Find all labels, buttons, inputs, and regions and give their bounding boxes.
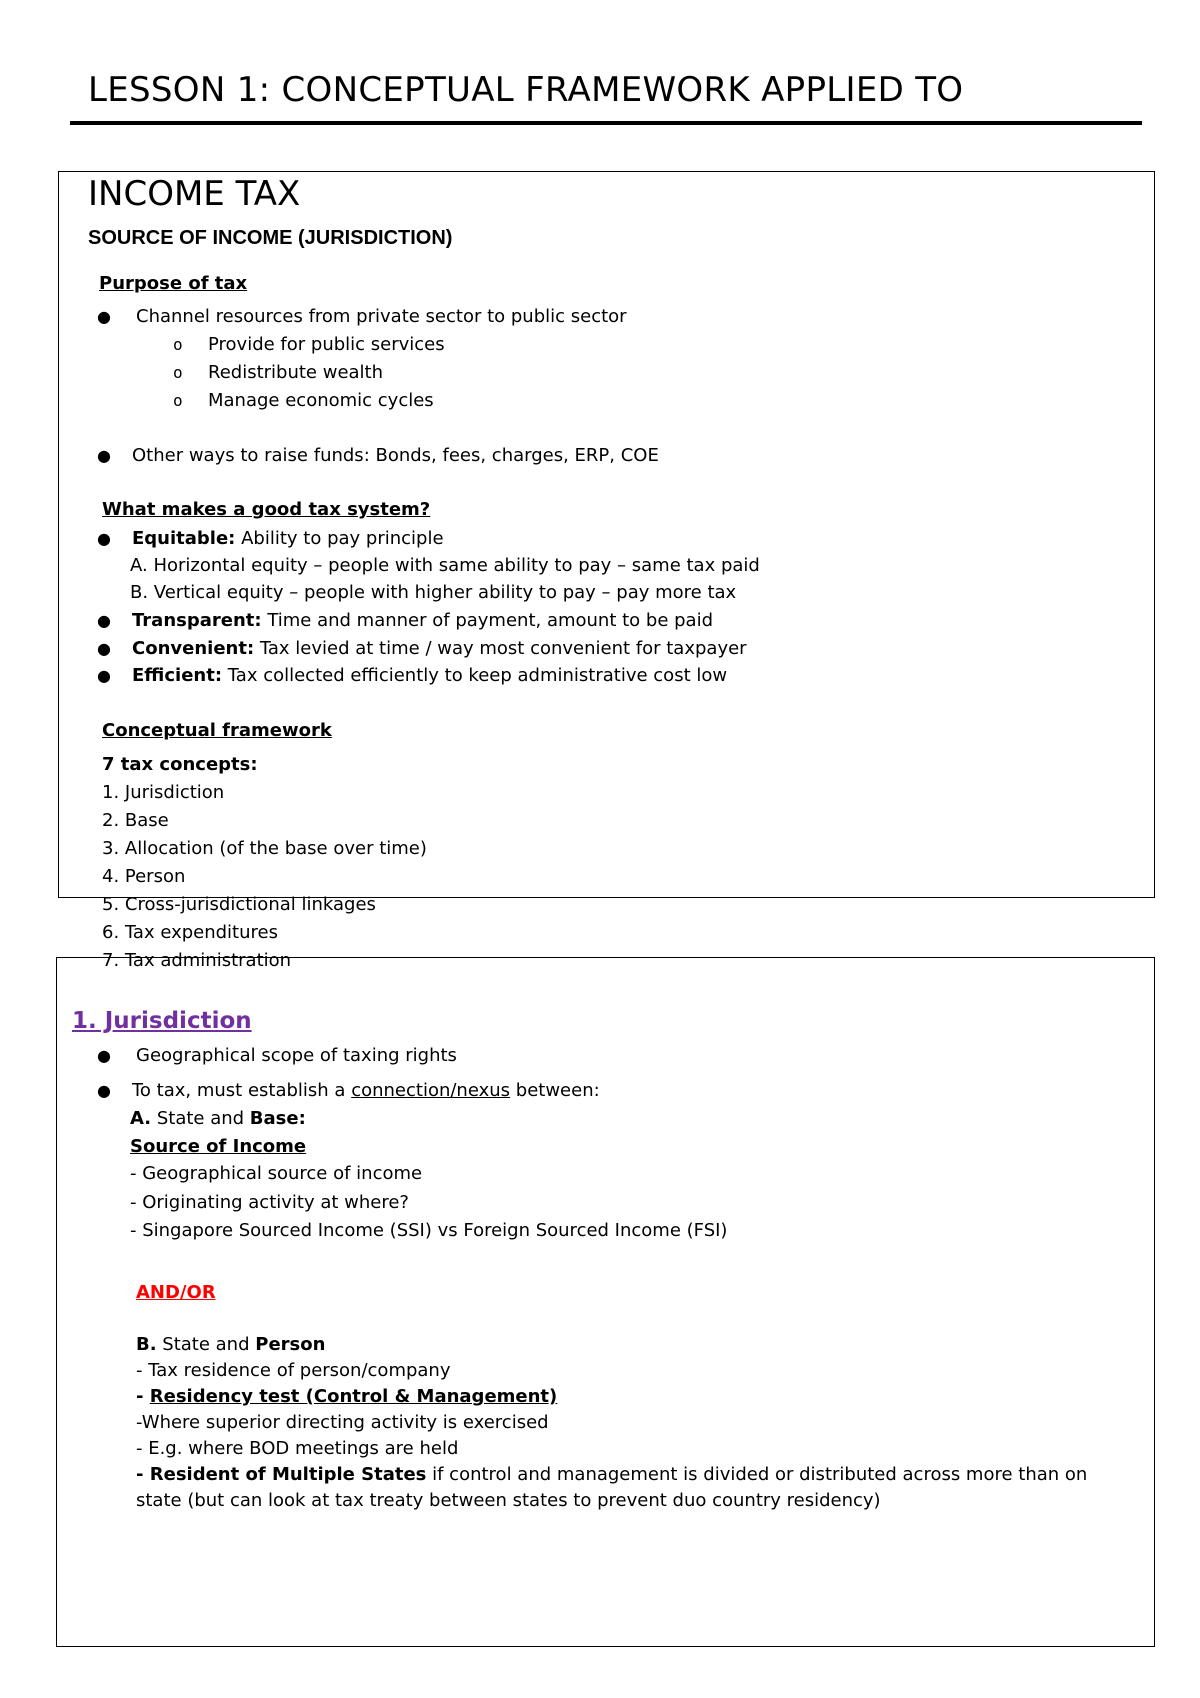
superior-line: -Where superior directing activity is exercised	[136, 1412, 549, 1433]
framework-title: Conceptual framework	[102, 720, 332, 741]
purpose-sub-item: Provide for public services	[208, 334, 445, 355]
purpose-bullet: Other ways to raise funds: Bonds, fees, charges, ERP, COE	[132, 445, 659, 466]
nexus-term: connection/nexus	[351, 1080, 511, 1101]
horizontal-equity: A. Horizontal equity – people with same ability to pay – same tax paid	[130, 555, 760, 576]
purpose-bullet: Channel resources from private sector to public sector	[136, 306, 627, 327]
equitable-label: Equitable:	[132, 528, 236, 549]
transparent-item	[132, 610, 713, 632]
efficient-item	[132, 665, 727, 687]
circle-bullet-icon: o	[173, 391, 183, 410]
source-line: - Geographical source of income	[130, 1163, 423, 1184]
bullet-icon: ●	[97, 666, 111, 685]
section-subheading: SOURCE OF INCOME (JURISDICTION)	[88, 227, 453, 249]
eg-line: - E.g. where BOD meetings are held	[136, 1438, 459, 1459]
nexus-bullet	[132, 1080, 600, 1102]
transparent-text: Time and manner of payment, amount to be paid	[261, 610, 714, 631]
b-text: State and	[156, 1334, 256, 1355]
jurisdiction-heading: 1. Jurisdiction	[72, 1008, 252, 1034]
multi-state-line	[136, 1464, 1087, 1486]
residency-test: Residency test (Control & Management)	[149, 1386, 558, 1407]
source-title: Source of Income	[130, 1136, 307, 1157]
concept-item: 5. Cross-jurisdictional linkages	[102, 894, 376, 915]
concepts-label: 7 tax concepts:	[102, 754, 258, 775]
efficient-text: Tax collected efficiently to keep administrative cost low	[222, 665, 728, 686]
b-person: Person	[255, 1334, 326, 1355]
bullet-icon: ●	[97, 1081, 111, 1100]
vertical-equity: B. Vertical equity – people with higher ability to pay – pay more tax	[130, 582, 737, 603]
equitable-text: Ability to pay principle	[235, 528, 444, 549]
residence-line: - Tax residence of person/company	[136, 1360, 451, 1381]
efficient-label: Efficient:	[132, 665, 223, 686]
a-base: Base:	[249, 1108, 306, 1129]
concept-item: 2. Base	[102, 810, 169, 831]
purpose-sub-item: Manage economic cycles	[208, 390, 434, 411]
purpose-sub-item: Redistribute wealth	[208, 362, 384, 383]
bullet-icon: ●	[97, 446, 111, 465]
purpose-title: Purpose of tax	[99, 273, 248, 294]
state-base-line	[130, 1108, 306, 1130]
concept-item: 1. Jurisdiction	[102, 782, 225, 803]
a-label: A.	[130, 1108, 152, 1129]
bullet-icon: ●	[97, 611, 111, 630]
good-tax-title: What makes a good tax system?	[102, 499, 431, 520]
state-person-line	[136, 1334, 325, 1356]
circle-bullet-icon: o	[173, 335, 183, 354]
page-title: LESSON 1: CONCEPTUAL FRAMEWORK APPLIED TO	[88, 70, 964, 110]
residency-test-line	[136, 1386, 557, 1408]
multi-state-line-2: state (but can look at tax treaty between states to prevent duo country residency)	[136, 1490, 881, 1511]
multi-label: Resident of Multiple States	[149, 1464, 427, 1485]
source-line: - Singapore Sourced Income (SSI) vs Foreign Sourced Income (FSI)	[130, 1220, 728, 1241]
source-line: - Originating activity at where?	[130, 1192, 409, 1213]
convenient-text: Tax levied at time / way most convenient for taxpayer	[254, 638, 747, 659]
concept-item: 3. Allocation (of the base over time)	[102, 838, 427, 859]
b-label: B.	[136, 1334, 157, 1355]
equitable-item	[132, 528, 444, 550]
multi-text: if control and management is divided or distributed across more than on	[426, 1464, 1088, 1485]
circle-bullet-icon: o	[173, 363, 183, 382]
concept-item: 6. Tax expenditures	[102, 922, 278, 943]
section-heading: INCOME TAX	[88, 174, 301, 214]
convenient-item	[132, 638, 747, 660]
nexus-post: between:	[510, 1080, 600, 1101]
jurisdiction-bullet: Geographical scope of taxing rights	[136, 1045, 457, 1066]
concept-item: 4. Person	[102, 866, 186, 887]
andor-label: AND/OR	[136, 1282, 216, 1303]
bullet-icon: ●	[97, 1046, 111, 1065]
title-rule	[70, 121, 1142, 125]
transparent-label: Transparent:	[132, 610, 262, 631]
convenient-label: Convenient:	[132, 638, 255, 659]
residency-dash: -	[136, 1386, 150, 1407]
multi-dash: -	[136, 1464, 150, 1485]
nexus-pre: To tax, must establish a	[132, 1080, 352, 1101]
bullet-icon: ●	[97, 529, 111, 548]
bullet-icon: ●	[97, 307, 111, 326]
a-text: State and	[151, 1108, 250, 1129]
bullet-icon: ●	[97, 639, 111, 658]
concept-item: 7. Tax administration	[102, 950, 292, 971]
